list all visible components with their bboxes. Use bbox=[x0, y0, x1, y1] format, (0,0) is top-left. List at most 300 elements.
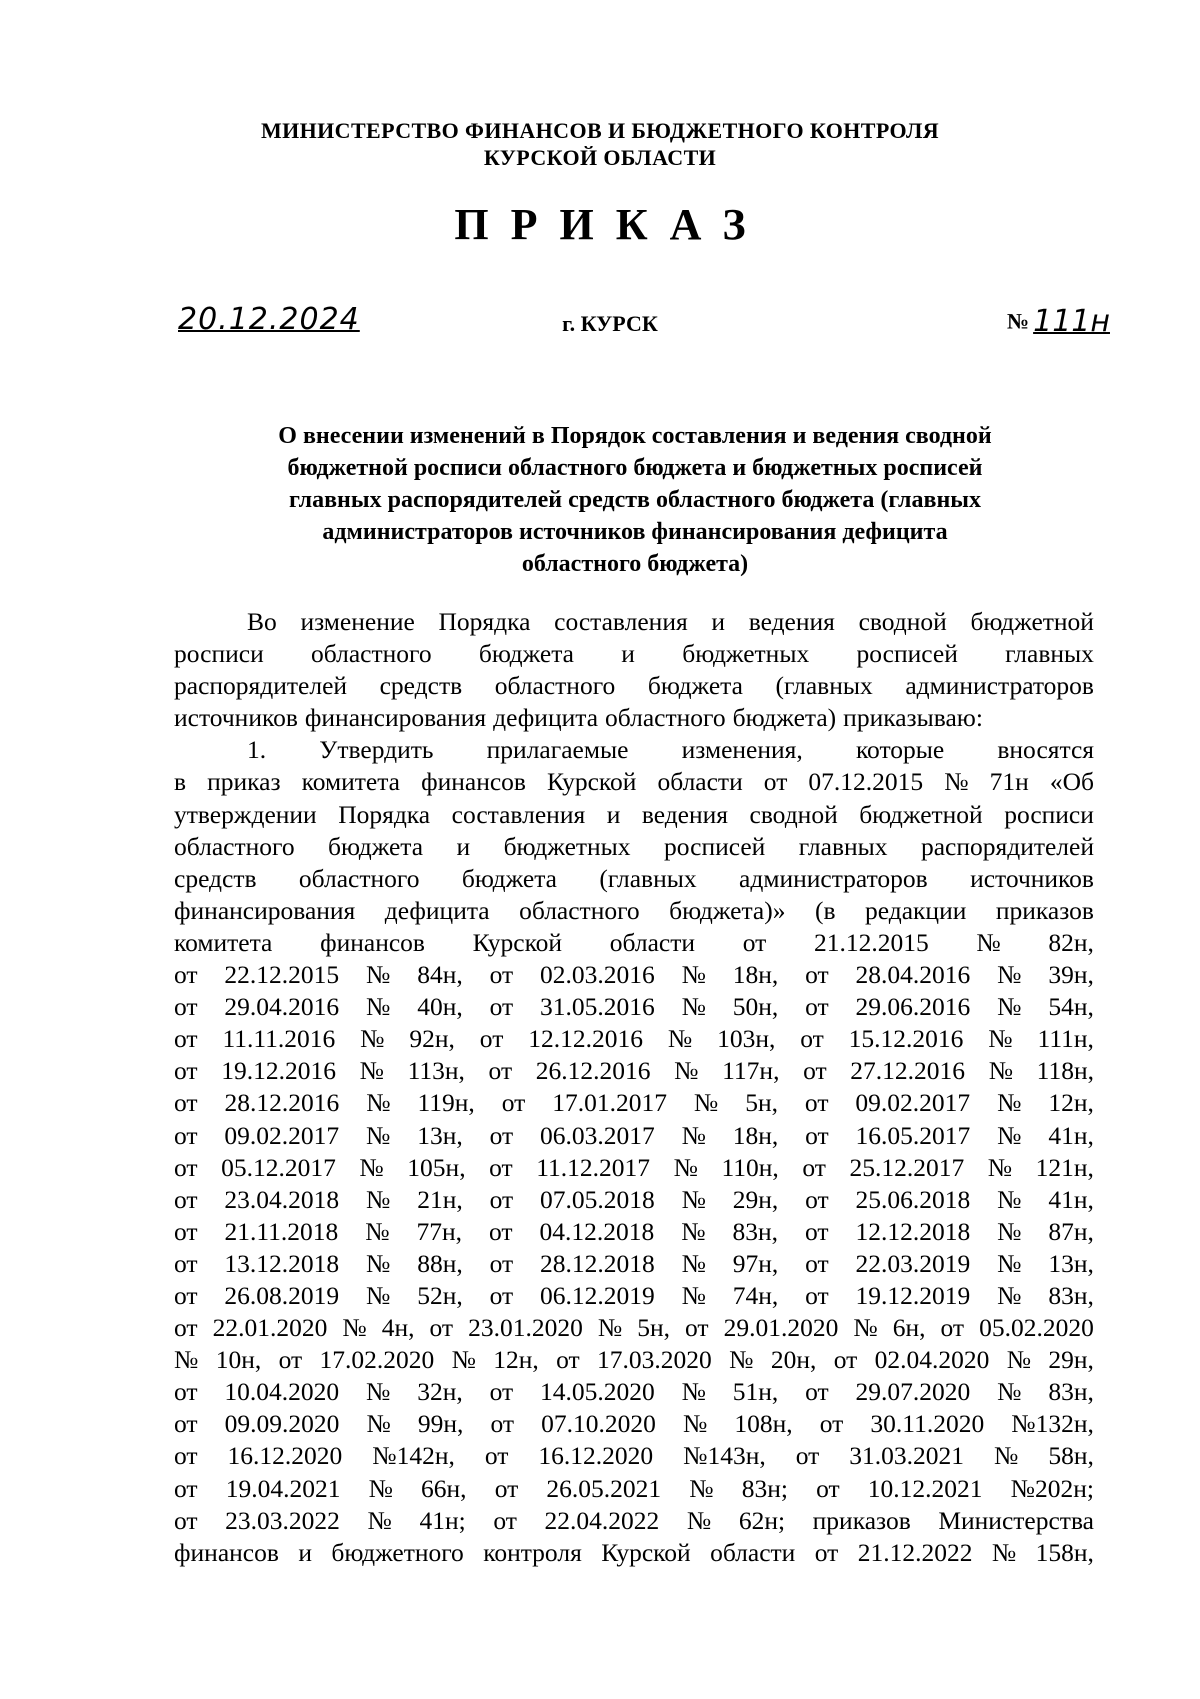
document-type-title: ПРИКАЗ bbox=[454, 200, 768, 249]
body-word: от bbox=[174, 1473, 198, 1503]
body-word: от bbox=[501, 1088, 526, 1118]
body-word: 119н, bbox=[417, 1088, 475, 1118]
body-word: бюджета bbox=[647, 671, 743, 701]
body-line bbox=[174, 766, 1094, 798]
body-word: 07.12.2015 bbox=[808, 767, 924, 797]
body-word: и bbox=[298, 1537, 312, 1567]
body-word: администраторов bbox=[739, 863, 928, 893]
body-word: 27.12.2016 bbox=[850, 1056, 966, 1086]
body-word: 09.02.2017 bbox=[224, 1120, 340, 1150]
body-word: от bbox=[174, 1313, 198, 1343]
body-word: от bbox=[805, 1377, 829, 1407]
body-word: № bbox=[997, 1377, 1022, 1407]
body-word: бюджетной bbox=[970, 607, 1094, 636]
body-word: приказов bbox=[995, 895, 1094, 925]
body-word: Министерства bbox=[938, 1505, 1094, 1535]
body-word: № bbox=[365, 1216, 390, 1246]
body-word: редакции bbox=[865, 895, 967, 925]
title-line: главных распорядителей средств областного бюджета (главных bbox=[288, 487, 982, 513]
body-word: № bbox=[988, 1056, 1014, 1086]
body-word: приказ bbox=[207, 767, 281, 797]
body-word: сводной bbox=[858, 607, 947, 636]
body-word: 29н, bbox=[732, 1184, 779, 1214]
body-word: 92н, bbox=[409, 1024, 455, 1054]
body-word: бюджетных bbox=[503, 831, 631, 861]
body-word: 110н, bbox=[721, 1152, 779, 1182]
body-word: 21.12.2015 bbox=[813, 927, 929, 957]
body-word: 28.12.2016 bbox=[224, 1088, 340, 1118]
body-word: дефицита bbox=[493, 703, 599, 733]
body-word: № bbox=[997, 1120, 1022, 1150]
title-line: администраторов источников финансирования дефицита bbox=[322, 519, 948, 545]
body-word: распорядителей bbox=[174, 671, 348, 701]
body-word: 26.08.2019 bbox=[224, 1280, 340, 1310]
body-word: и bbox=[621, 639, 635, 669]
body-word: 11.11.2016 bbox=[222, 1024, 336, 1054]
body-word: администраторов bbox=[905, 671, 1094, 701]
body-word: от bbox=[489, 1216, 513, 1246]
body-line bbox=[174, 1280, 1094, 1312]
body-word: 04.12.2018 bbox=[539, 1216, 655, 1246]
body-word: от bbox=[278, 1345, 303, 1375]
body-word: № bbox=[673, 1152, 698, 1182]
body-word: сводной bbox=[749, 799, 838, 829]
body-word: № bbox=[681, 1120, 706, 1150]
body-line bbox=[174, 895, 1094, 927]
body-word: № bbox=[997, 1248, 1022, 1278]
body-word: № bbox=[174, 1345, 199, 1375]
body-word: дефицита bbox=[384, 895, 490, 925]
body-word: 62н; bbox=[738, 1505, 786, 1535]
body-word: № bbox=[451, 1345, 476, 1375]
body-word: 17.02.2020 bbox=[319, 1345, 435, 1375]
body-word: 32н, bbox=[417, 1377, 463, 1407]
body-word: 18н, bbox=[732, 1120, 779, 1150]
body-line bbox=[174, 1055, 1094, 1087]
body-word: от bbox=[174, 1152, 198, 1182]
body-word: 121н, bbox=[1035, 1152, 1094, 1182]
body-word: 29.01.2020 bbox=[723, 1313, 839, 1343]
body-word: № bbox=[667, 1024, 693, 1054]
body-line bbox=[174, 1120, 1094, 1152]
body-word: главных bbox=[798, 831, 888, 861]
body-word: 29н, bbox=[1048, 1345, 1094, 1375]
body-word: 23.03.2022 bbox=[225, 1505, 340, 1535]
body-word: Порядка bbox=[338, 799, 431, 829]
body-line bbox=[174, 1537, 1094, 1569]
body-line bbox=[174, 1184, 1094, 1216]
body-word: 11.12.2017 bbox=[536, 1152, 651, 1182]
body-word: главных bbox=[1005, 639, 1094, 669]
body-word: № bbox=[997, 1280, 1022, 1310]
body-line bbox=[174, 670, 1094, 702]
body-word: 10н, bbox=[215, 1345, 262, 1375]
body-word: от bbox=[489, 992, 514, 1022]
order-body-text bbox=[174, 606, 1094, 1569]
body-word: № bbox=[360, 1024, 385, 1054]
body-word: росписей bbox=[663, 831, 766, 861]
body-line bbox=[174, 734, 1094, 766]
body-word: 13н, bbox=[417, 1120, 463, 1150]
body-word: от bbox=[763, 767, 788, 797]
body-word: 39н, bbox=[1048, 960, 1094, 990]
body-word: ведения bbox=[641, 799, 729, 829]
body-word: 21.12.2022 bbox=[857, 1537, 973, 1567]
body-word: 87н, bbox=[1048, 1216, 1094, 1246]
body-word: 12н, bbox=[493, 1345, 539, 1375]
body-word: 6н, bbox=[892, 1313, 926, 1343]
body-word: росписи bbox=[1004, 799, 1094, 829]
body-word: № bbox=[729, 1345, 754, 1375]
body-word: которые bbox=[855, 735, 945, 765]
body-word: комитета bbox=[301, 767, 400, 797]
body-word: № bbox=[689, 1473, 714, 1503]
body-word: 113н, bbox=[407, 1056, 465, 1086]
body-word: 22.12.2015 bbox=[224, 960, 340, 990]
order-number: 111н bbox=[1033, 304, 1110, 339]
body-word: № bbox=[674, 1056, 699, 1086]
body-word: от bbox=[429, 1313, 454, 1343]
body-word: № bbox=[997, 960, 1022, 990]
body-word: 83н, bbox=[1048, 1280, 1094, 1310]
body-word: от bbox=[174, 1280, 198, 1310]
body-word: № bbox=[366, 1184, 391, 1214]
body-line bbox=[174, 1023, 1094, 1055]
body-word: 12.12.2016 bbox=[528, 1024, 643, 1054]
body-word: №143н, bbox=[683, 1441, 766, 1471]
body-line bbox=[174, 1216, 1094, 1248]
body-word: 19.12.2016 bbox=[221, 1056, 336, 1086]
body-word: «Об bbox=[1049, 767, 1094, 797]
body-word: 41н, bbox=[1048, 1120, 1094, 1150]
body-word: 07.10.2020 bbox=[541, 1409, 656, 1439]
body-word: № bbox=[681, 1248, 706, 1278]
body-word: финансирования bbox=[304, 703, 487, 733]
body-word: 16.05.2017 bbox=[855, 1120, 971, 1150]
body-word: 108н, bbox=[734, 1409, 793, 1439]
body-word: № bbox=[997, 992, 1022, 1022]
body-word: от bbox=[489, 1377, 514, 1407]
body-word: от bbox=[174, 960, 198, 990]
body-line bbox=[174, 1152, 1094, 1184]
body-word: 19.12.2019 bbox=[855, 1280, 971, 1310]
body-word: областного bbox=[174, 831, 295, 861]
body-word: 105н, bbox=[407, 1152, 466, 1182]
body-word: № bbox=[988, 1024, 1013, 1054]
body-word: 25.06.2018 bbox=[855, 1184, 971, 1214]
body-word: 17.03.2020 bbox=[597, 1345, 712, 1375]
body-word: от bbox=[802, 1152, 826, 1182]
body-word: приказов bbox=[812, 1505, 911, 1535]
body-line bbox=[174, 1087, 1094, 1119]
body-word: бюджетных bbox=[682, 639, 810, 669]
body-word: бюджета bbox=[478, 639, 574, 669]
body-word: 14.05.2020 bbox=[539, 1377, 655, 1407]
body-word: областного bbox=[519, 895, 640, 925]
body-word: 52н, bbox=[417, 1280, 463, 1310]
body-word: от bbox=[819, 1409, 844, 1439]
body-line bbox=[174, 702, 1094, 734]
body-word: № bbox=[686, 1505, 712, 1535]
body-word: от bbox=[685, 1313, 709, 1343]
body-word: контроля bbox=[483, 1537, 582, 1567]
body-word: области bbox=[710, 1537, 796, 1567]
body-word: бюджетного bbox=[331, 1537, 464, 1567]
ministry-name-line2: КУРСКОЙ ОБЛАСТИ bbox=[483, 145, 717, 170]
body-word: 99н, bbox=[417, 1409, 464, 1439]
body-line bbox=[174, 1248, 1094, 1280]
ministry-header bbox=[0, 117, 1200, 171]
body-word: составления bbox=[451, 799, 586, 829]
body-word: от bbox=[493, 1505, 517, 1535]
body-word: от bbox=[489, 1120, 514, 1150]
body-word: № bbox=[681, 1377, 706, 1407]
body-word: Курской bbox=[547, 767, 637, 797]
body-word: области bbox=[609, 927, 695, 957]
body-word: 12н, bbox=[1048, 1088, 1094, 1118]
body-word: № bbox=[366, 1377, 391, 1407]
body-word: № bbox=[366, 1120, 391, 1150]
body-word: 71н bbox=[989, 767, 1029, 797]
body-word: 118н, bbox=[1036, 1056, 1094, 1086]
body-word: от bbox=[174, 1024, 198, 1054]
body-line bbox=[174, 606, 1094, 638]
body-word: 16.12.2020 bbox=[538, 1441, 654, 1471]
body-word: 31.05.2016 bbox=[539, 992, 655, 1022]
body-word: № bbox=[693, 1088, 719, 1118]
body-word: в bbox=[174, 767, 187, 797]
body-word: № bbox=[366, 1248, 391, 1278]
body-word: от bbox=[805, 1280, 829, 1310]
body-word: от bbox=[489, 1280, 514, 1310]
body-word: от bbox=[833, 1345, 858, 1375]
body-word: Во bbox=[247, 607, 277, 636]
body-word: 30.11.2020 bbox=[870, 1409, 985, 1439]
body-word: № bbox=[681, 1184, 706, 1214]
body-word: 06.12.2019 bbox=[539, 1280, 655, 1310]
body-word: 02.04.2020 bbox=[874, 1345, 990, 1375]
body-word: источников bbox=[174, 703, 298, 733]
body-word: 74н, bbox=[732, 1280, 779, 1310]
body-word: от bbox=[805, 1248, 829, 1278]
body-line bbox=[174, 1440, 1094, 1472]
body-word: 13н, bbox=[1048, 1248, 1094, 1278]
body-word: 111н, bbox=[1037, 1024, 1094, 1054]
body-word: 84н, bbox=[417, 960, 463, 990]
body-word: от bbox=[174, 1216, 198, 1246]
body-line bbox=[174, 1473, 1094, 1505]
body-word: № bbox=[597, 1313, 623, 1343]
body-word: № bbox=[987, 1152, 1013, 1182]
body-word: росписи bbox=[174, 639, 264, 669]
body-word: финансов bbox=[320, 927, 425, 957]
body-word: 12.12.2018 bbox=[855, 1216, 971, 1246]
body-word: от bbox=[804, 1088, 829, 1118]
body-line bbox=[174, 959, 1094, 991]
body-word: от bbox=[488, 1056, 513, 1086]
body-word: 50н, bbox=[732, 992, 779, 1022]
body-word: № bbox=[997, 1184, 1022, 1214]
body-word: 10.12.2021 bbox=[867, 1473, 983, 1503]
body-word: Курской bbox=[472, 927, 563, 957]
body-word: № bbox=[367, 1505, 392, 1535]
order-date: 20.12.2024 bbox=[178, 302, 360, 337]
body-word: от bbox=[174, 1184, 198, 1214]
body-word: № bbox=[681, 992, 706, 1022]
body-word: (главных bbox=[775, 671, 873, 701]
ministry-name-line1: МИНИСТЕРСТВО ФИНАНСОВ И БЮДЖЕТНОГО КОНТРОЛЯ bbox=[260, 118, 940, 143]
body-word: бюджета bbox=[461, 863, 557, 893]
body-line bbox=[174, 1505, 1094, 1537]
body-word: от bbox=[742, 927, 767, 957]
body-word: бюджета) bbox=[732, 703, 837, 733]
body-word: от bbox=[174, 1120, 198, 1150]
body-word: областного bbox=[494, 671, 616, 701]
order-city: г. КУРСК bbox=[562, 311, 658, 336]
body-word: от bbox=[803, 1056, 827, 1086]
body-word: 5н, bbox=[745, 1088, 778, 1118]
body-word: росписей bbox=[856, 639, 958, 669]
body-word: 97н, bbox=[732, 1248, 779, 1278]
body-word: 51н, bbox=[732, 1377, 779, 1407]
body-word: 23.01.2020 bbox=[468, 1313, 583, 1343]
body-line bbox=[174, 638, 1094, 670]
body-word: утверждении bbox=[174, 799, 317, 829]
body-word: 83н, bbox=[732, 1216, 778, 1246]
body-word: от bbox=[494, 1473, 519, 1503]
body-word: ведения bbox=[748, 607, 835, 636]
body-word: 158н, bbox=[1035, 1537, 1094, 1567]
body-word: от bbox=[174, 1377, 198, 1407]
body-word: 05.02.2020 bbox=[979, 1313, 1094, 1343]
body-word: от bbox=[805, 1120, 829, 1150]
body-word: источников bbox=[970, 863, 1094, 893]
body-word: от bbox=[174, 1409, 198, 1439]
body-word: от bbox=[490, 1409, 515, 1439]
body-line bbox=[174, 991, 1094, 1023]
body-word: областного bbox=[311, 639, 432, 669]
body-line bbox=[174, 927, 1094, 959]
body-word: № bbox=[681, 1280, 706, 1310]
body-word: изменение bbox=[300, 607, 415, 636]
body-word: Порядка bbox=[438, 607, 531, 636]
body-line bbox=[174, 831, 1094, 863]
title-line: бюджетной росписи областного бюджета и бюджетных росписей bbox=[287, 455, 983, 481]
body-word: 28.04.2016 bbox=[855, 960, 971, 990]
body-word: № bbox=[682, 1409, 708, 1439]
body-word: 103н, bbox=[717, 1024, 776, 1054]
body-word: 20н, bbox=[770, 1345, 817, 1375]
body-line bbox=[174, 863, 1094, 895]
body-word: № bbox=[359, 1152, 384, 1182]
body-word: от bbox=[805, 1184, 829, 1214]
body-word: бюджета)» bbox=[669, 895, 786, 925]
body-word: 02.03.2016 bbox=[539, 960, 655, 990]
body-word: 22.01.2020 bbox=[212, 1313, 328, 1343]
body-word: от bbox=[805, 992, 829, 1022]
body-word: средств bbox=[379, 671, 463, 701]
body-word: № bbox=[853, 1313, 878, 1343]
body-word: 10.04.2020 bbox=[224, 1377, 340, 1407]
body-word: №132н, bbox=[1011, 1409, 1094, 1439]
body-word: № bbox=[944, 767, 969, 797]
body-word: 25.12.2017 bbox=[849, 1152, 965, 1182]
body-word: № bbox=[976, 927, 1001, 957]
title-line: областного бюджета) bbox=[521, 551, 749, 577]
body-line bbox=[174, 1376, 1094, 1408]
body-word: 15.12.2016 bbox=[848, 1024, 964, 1054]
body-word: 26.05.2021 bbox=[546, 1473, 662, 1503]
body-word: 54н, bbox=[1048, 992, 1094, 1022]
body-word: 13.12.2018 bbox=[224, 1248, 340, 1278]
body-word: 09.09.2020 bbox=[224, 1409, 340, 1439]
body-word: от bbox=[940, 1313, 965, 1343]
body-word: Утвердить bbox=[319, 735, 434, 765]
body-word: и bbox=[456, 831, 471, 861]
body-word: 83н, bbox=[1048, 1377, 1094, 1407]
body-word: от bbox=[489, 960, 514, 990]
body-word: от bbox=[800, 1024, 824, 1054]
body-word: и bbox=[711, 607, 726, 636]
body-word: 17.01.2017 bbox=[552, 1088, 667, 1118]
body-word: № bbox=[994, 1441, 1019, 1471]
body-line bbox=[174, 1312, 1094, 1344]
body-word: 19.04.2021 bbox=[225, 1473, 341, 1503]
body-word: 77н, bbox=[416, 1216, 463, 1246]
body-word: финансирования bbox=[174, 895, 356, 925]
body-word: средств bbox=[174, 863, 257, 893]
body-word: от bbox=[556, 1345, 580, 1375]
body-word: бюджетной bbox=[859, 799, 983, 829]
body-word: от bbox=[489, 1152, 513, 1182]
body-word: распорядителей bbox=[920, 831, 1094, 861]
body-word: от bbox=[804, 1216, 829, 1246]
body-word: № bbox=[366, 1280, 391, 1310]
body-word: 09.02.2017 bbox=[855, 1088, 971, 1118]
body-word: №202н; bbox=[1010, 1473, 1094, 1503]
body-word: № bbox=[681, 1216, 706, 1246]
body-word: от bbox=[174, 1441, 198, 1471]
body-word: 41н, bbox=[1048, 1184, 1094, 1214]
body-word: (в bbox=[814, 895, 836, 925]
body-word: от bbox=[489, 1248, 514, 1278]
body-word: 29.07.2020 bbox=[855, 1377, 971, 1407]
body-word: 29.04.2016 bbox=[224, 992, 340, 1022]
body-word: 4н, bbox=[381, 1313, 415, 1343]
body-word: № bbox=[681, 960, 706, 990]
body-word: 117н, bbox=[722, 1056, 780, 1086]
body-word: от bbox=[484, 1441, 509, 1471]
body-word: от bbox=[174, 1056, 198, 1086]
body-word: от bbox=[174, 992, 198, 1022]
body-word: Курской bbox=[601, 1537, 691, 1567]
body-line bbox=[174, 1344, 1094, 1376]
body-word: вносятся bbox=[997, 735, 1094, 765]
body-word: 88н, bbox=[417, 1248, 463, 1278]
body-line bbox=[174, 1408, 1094, 1440]
body-word: 40н, bbox=[417, 992, 463, 1022]
title-line: О внесении изменений в Порядок составления и ведения сводной bbox=[278, 423, 992, 449]
body-word: 29.06.2016 bbox=[855, 992, 971, 1022]
body-word: 18н, bbox=[732, 960, 779, 990]
body-word: от bbox=[174, 1248, 198, 1278]
body-word: № bbox=[359, 1056, 384, 1086]
body-word: 58н, bbox=[1048, 1441, 1094, 1471]
body-word: от bbox=[174, 1088, 198, 1118]
body-word: от bbox=[816, 1473, 840, 1503]
body-word: 5н, bbox=[637, 1313, 670, 1343]
body-word: 28.12.2018 bbox=[539, 1248, 655, 1278]
